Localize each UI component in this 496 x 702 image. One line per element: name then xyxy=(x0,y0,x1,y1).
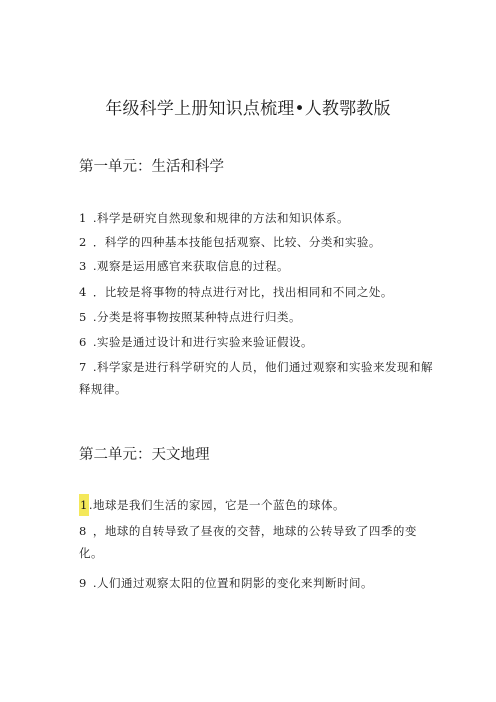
item-number: 1 xyxy=(79,211,87,225)
item-text: .观察是运用感官来获取信息的过程。 xyxy=(92,259,289,273)
item-number: 3 xyxy=(79,259,87,273)
item-number: 2 xyxy=(79,235,87,249)
list-item xyxy=(79,231,439,253)
item-number-highlighted: 1 xyxy=(79,494,89,516)
list-item xyxy=(79,520,439,564)
item-text: ，地球的自转导致了昼夜的交替，地球的公转导致了四季的变化。 xyxy=(79,524,417,560)
document-title: 年级科学上册知识点梳理•人教鄂教版 xyxy=(105,99,391,119)
list-item xyxy=(79,572,439,594)
item-text: ．科学的四种基本技能包括观察、比较、分类和实验。 xyxy=(92,235,381,249)
list-item xyxy=(79,207,439,229)
item-text: ．比较是将事物的特点进行对比，找出相同和不同之处。 xyxy=(92,285,393,299)
list-item xyxy=(79,255,439,277)
item-number: 7 xyxy=(79,360,87,374)
item-number: 9 xyxy=(79,576,87,590)
section-heading-unit-1: 第一单元：生活和科学 xyxy=(79,159,224,175)
list-item xyxy=(79,356,439,400)
list-item xyxy=(79,494,439,516)
list-item xyxy=(79,331,439,353)
item-number: 6 xyxy=(79,335,87,349)
item-text: .分类是将事物按照某种特点进行归类。 xyxy=(92,310,301,324)
item-number: 4 xyxy=(79,285,87,299)
item-text: .人们通过观察太阳的位置和阴影的变化来判断时间。 xyxy=(92,576,373,590)
list-item xyxy=(79,306,439,328)
item-text: .实验是通过设计和进行实验来验证假设。 xyxy=(92,335,313,349)
item-text: .科学是研究自然现象和规律的方法和知识体系。 xyxy=(92,211,349,225)
item-text: .地球是我们生活的家园，它是一个蓝色的球体。 xyxy=(88,498,345,512)
item-text: .科学家是进行科学研究的人员，他们通过观察和实验来发现和解释规律。 xyxy=(79,360,433,396)
list-item xyxy=(79,281,439,303)
section-heading-unit-2: 第二单元：天文地理 xyxy=(79,447,210,463)
item-number: 5 xyxy=(79,310,87,324)
item-number: 8 xyxy=(79,524,87,538)
